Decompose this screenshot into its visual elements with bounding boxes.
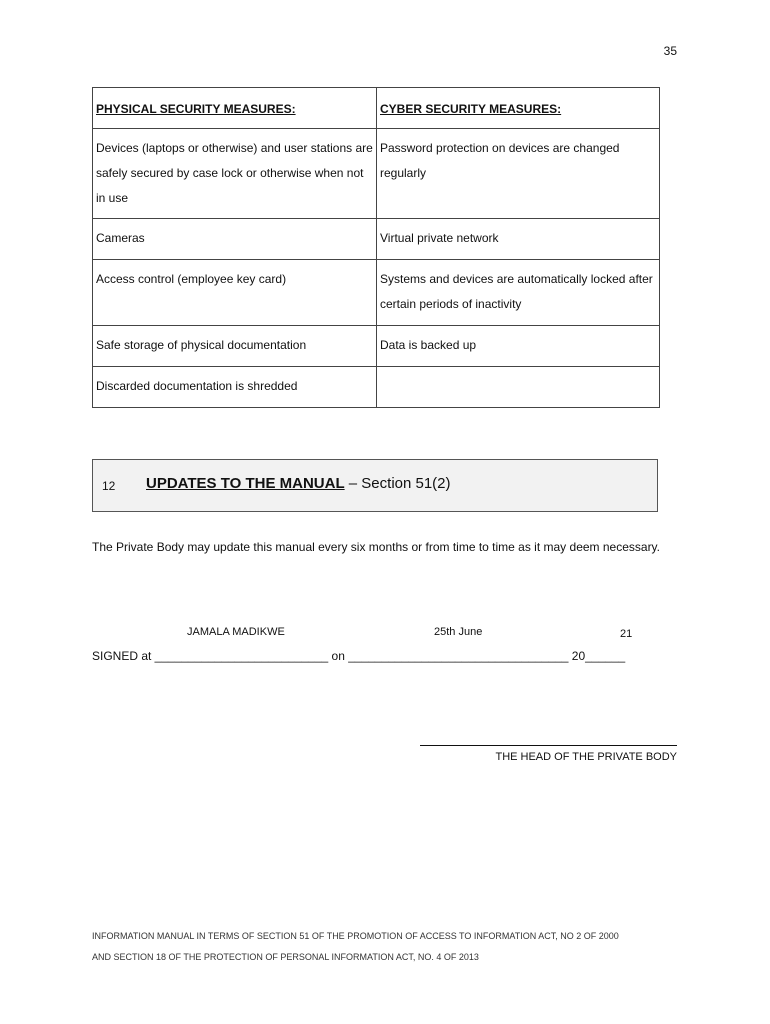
table-cell: Systems and devices are automatically locked after certain periods of inactivity	[377, 260, 660, 326]
signed-line: SIGNED at __________________________ on _________________________________ 20______	[92, 649, 626, 663]
signing-date: 25th June	[434, 626, 483, 638]
footer-line-1: INFORMATION MANUAL IN TERMS OF SECTION 51 OF THE PROMOTION OF ACCESS TO INFORMATION ACT, NO 2 OF 2000	[92, 931, 619, 941]
table-cell: Cameras	[93, 219, 377, 260]
signing-place: JAMALA MADIKWE	[187, 626, 285, 638]
table-cell	[377, 367, 660, 408]
header-physical: PHYSICAL SECURITY MEASURES:	[93, 88, 377, 129]
signature-line	[420, 745, 677, 746]
body-paragraph: The Private Body may update this manual every six months or from time to time as it may deem necessary.	[92, 540, 661, 554]
section-number: 12	[102, 479, 116, 493]
table-cell: Safe storage of physical documentation	[93, 326, 377, 367]
table-cell: Virtual private network	[377, 219, 660, 260]
section-title-main: UPDATES TO THE MANUAL	[146, 475, 345, 492]
section-title	[146, 475, 451, 492]
section-title-suffix: – Section 51(2)	[344, 475, 451, 492]
signing-year: 21	[620, 628, 633, 640]
table-cell: Access control (employee key card)	[93, 260, 377, 326]
table-row	[93, 326, 660, 367]
table-cell: Devices (laptops or otherwise) and user stations are safely secured by case lock or otherwise when not in use	[93, 129, 377, 219]
table-cell: Data is backed up	[377, 326, 660, 367]
footer	[92, 926, 692, 968]
table-cell: Discarded documentation is shredded	[93, 367, 377, 408]
table-row	[93, 260, 660, 326]
section-heading-box	[92, 459, 658, 512]
table-row	[93, 367, 660, 408]
table-row	[93, 219, 660, 260]
page-number: 35	[663, 44, 677, 58]
security-measures-table	[92, 87, 660, 408]
signature-caption: THE HEAD OF THE PRIVATE BODY	[495, 751, 677, 763]
header-cyber: CYBER SECURITY MEASURES:	[377, 88, 660, 129]
table-header-row	[93, 88, 660, 129]
table-cell: Password protection on devices are changed regularly	[377, 129, 660, 219]
table-row	[93, 129, 660, 219]
footer-line-2: AND SECTION 18 OF THE PROTECTION OF PERSONAL INFORMATION ACT, NO. 4 OF 2013	[92, 952, 479, 962]
